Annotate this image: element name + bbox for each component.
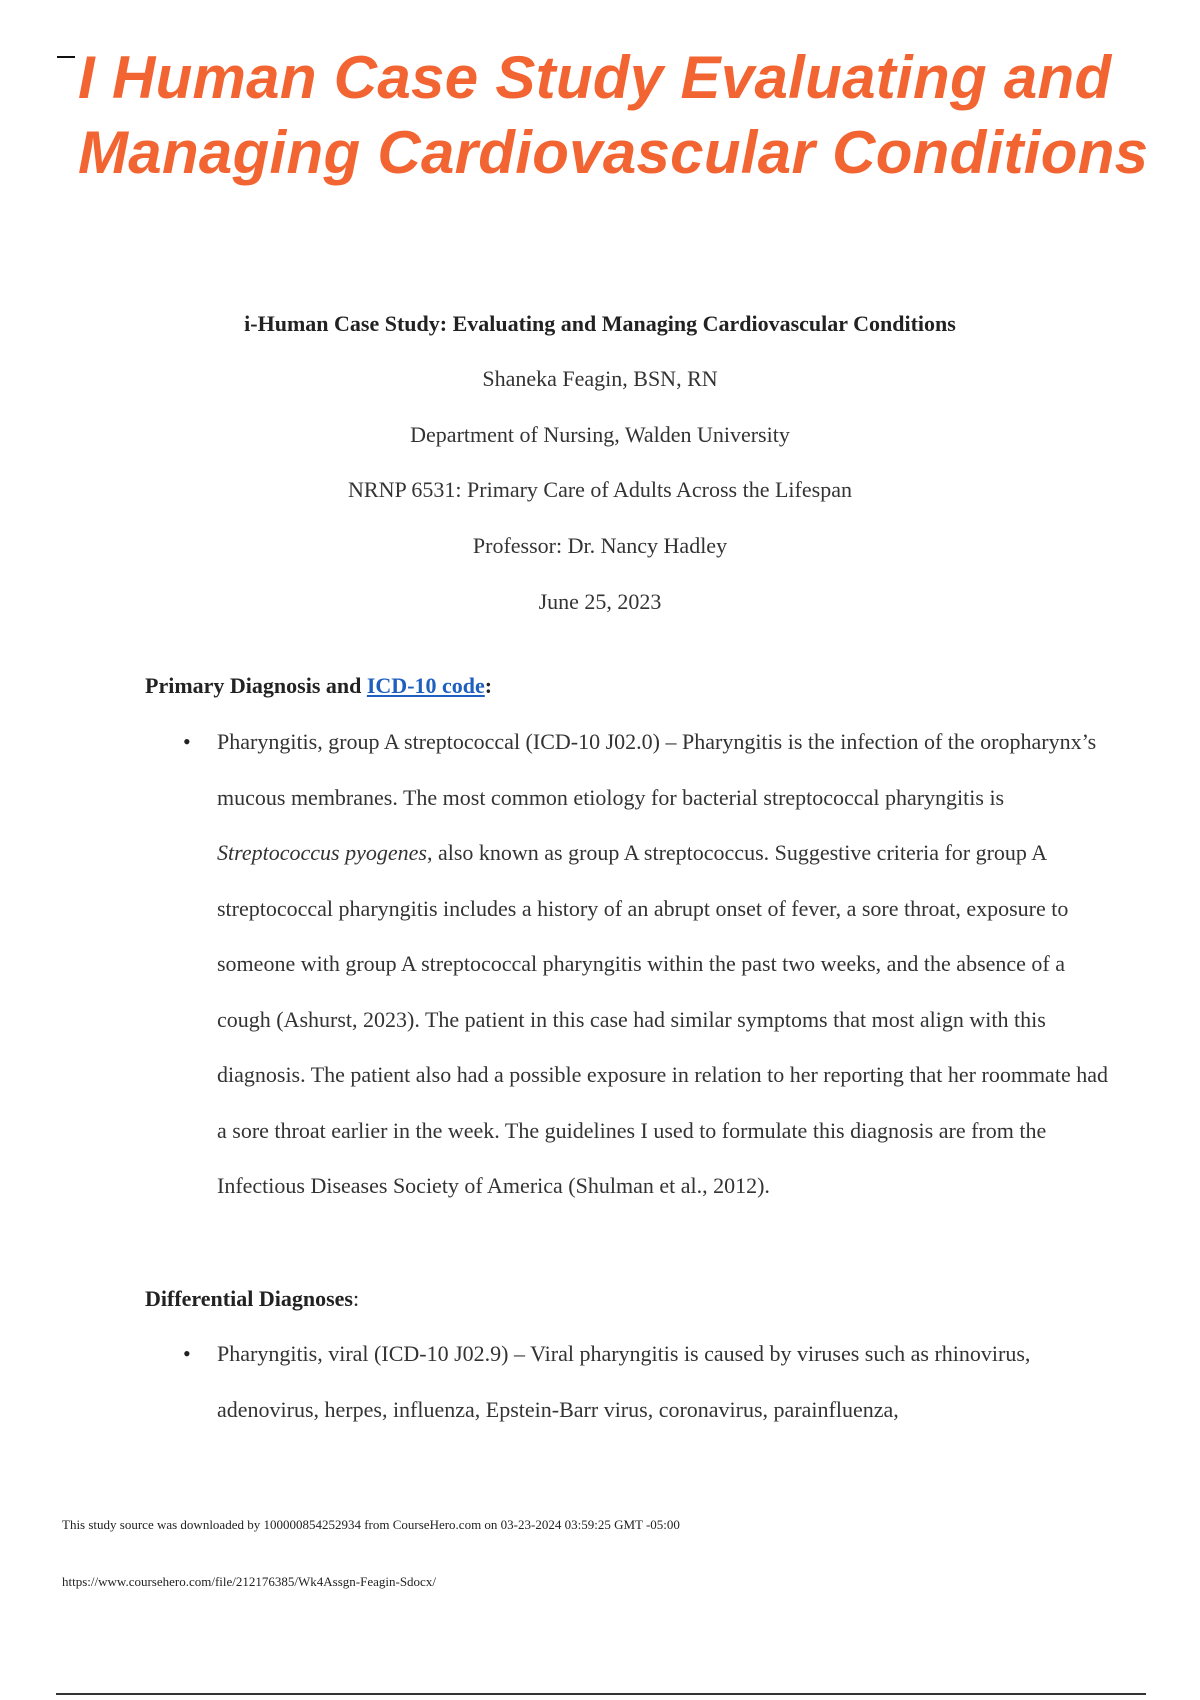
- cover-heading: i-Human Case Study: Evaluating and Managing Cardiovascular Conditions: [244, 311, 956, 336]
- corner-mark: [57, 56, 75, 58]
- primary-diagnosis-heading: [145, 671, 492, 701]
- differential-paragraph: Pharyngitis, viral (ICD-10 J02.9) – Viral pharyngitis is caused by viruses such as rhinovirus, adenovirus, herpes, influenza, Epstein-Barr virus, coronavirus, parainfluenza,: [217, 1341, 1031, 1422]
- primary-text-italic: Streptococcus pyogenes: [217, 840, 427, 865]
- primary-bullet: •: [183, 729, 191, 754]
- document-title: I Human Case Study Evaluating and Managing Cardiovascular Conditions: [78, 44, 1149, 186]
- cover-author: Shaneka Feagin, BSN, RN: [482, 366, 718, 391]
- bottom-rule: [56, 1693, 1146, 1695]
- download-notice: This study source was downloaded by 100000854252934 from CourseHero.com on 03-23-2024 03:59:25 GMT -05:00: [62, 1517, 680, 1532]
- primary-text-part2: , also known as group A streptococcus. Suggestive criteria for group A streptococcal pharyngitis includes a history of an abrupt onset of fever, a sore throat, exposure to someone with group A streptococcal pharyngitis within the past two weeks, and the absence of a cough (Ashurst, 2023). The patient in this case had similar symptoms that most align with this diagnosis. The patient also had a possible exposure in relation to her reporting that her roommate had a sore throat earlier in the week. The guidelines I used to formulate this diagnosis are from the Infectious Diseases Society of America (Shulman et al., 2012).: [217, 840, 1108, 1198]
- cover-professor: Professor: Dr. Nancy Hadley: [472, 533, 728, 558]
- differential-heading-colon: :: [352, 1286, 360, 1311]
- primary-heading-colon: :: [484, 673, 493, 698]
- cover-date: June 25, 2023: [538, 589, 662, 614]
- icd10-code-link[interactable]: ICD-10 code: [366, 673, 485, 698]
- source-url[interactable]: https://www.coursehero.com/file/212176385/Wk4Assgn-Feagin-Sdocx/: [62, 1574, 436, 1589]
- cover-course: NRNP 6531: Primary Care of Adults Across the Lifespan: [348, 477, 852, 502]
- cover-department: Department of Nursing, Walden University: [410, 422, 790, 447]
- differential-heading-text: Differential Diagnoses: [145, 1286, 353, 1311]
- differential-bullet: •: [183, 1341, 191, 1366]
- differential-diagnoses-heading: [145, 1284, 359, 1314]
- primary-heading-text: Primary Diagnosis and: [145, 673, 367, 698]
- primary-text-part1: Pharyngitis, group A streptococcal (ICD-10 J02.0) – Pharyngitis is the infection of the oropharynx’s mucous membranes. The most common etiology for bacterial streptococcal pharyngitis is: [217, 729, 1097, 810]
- primary-diagnosis-paragraph: [217, 714, 1117, 1214]
